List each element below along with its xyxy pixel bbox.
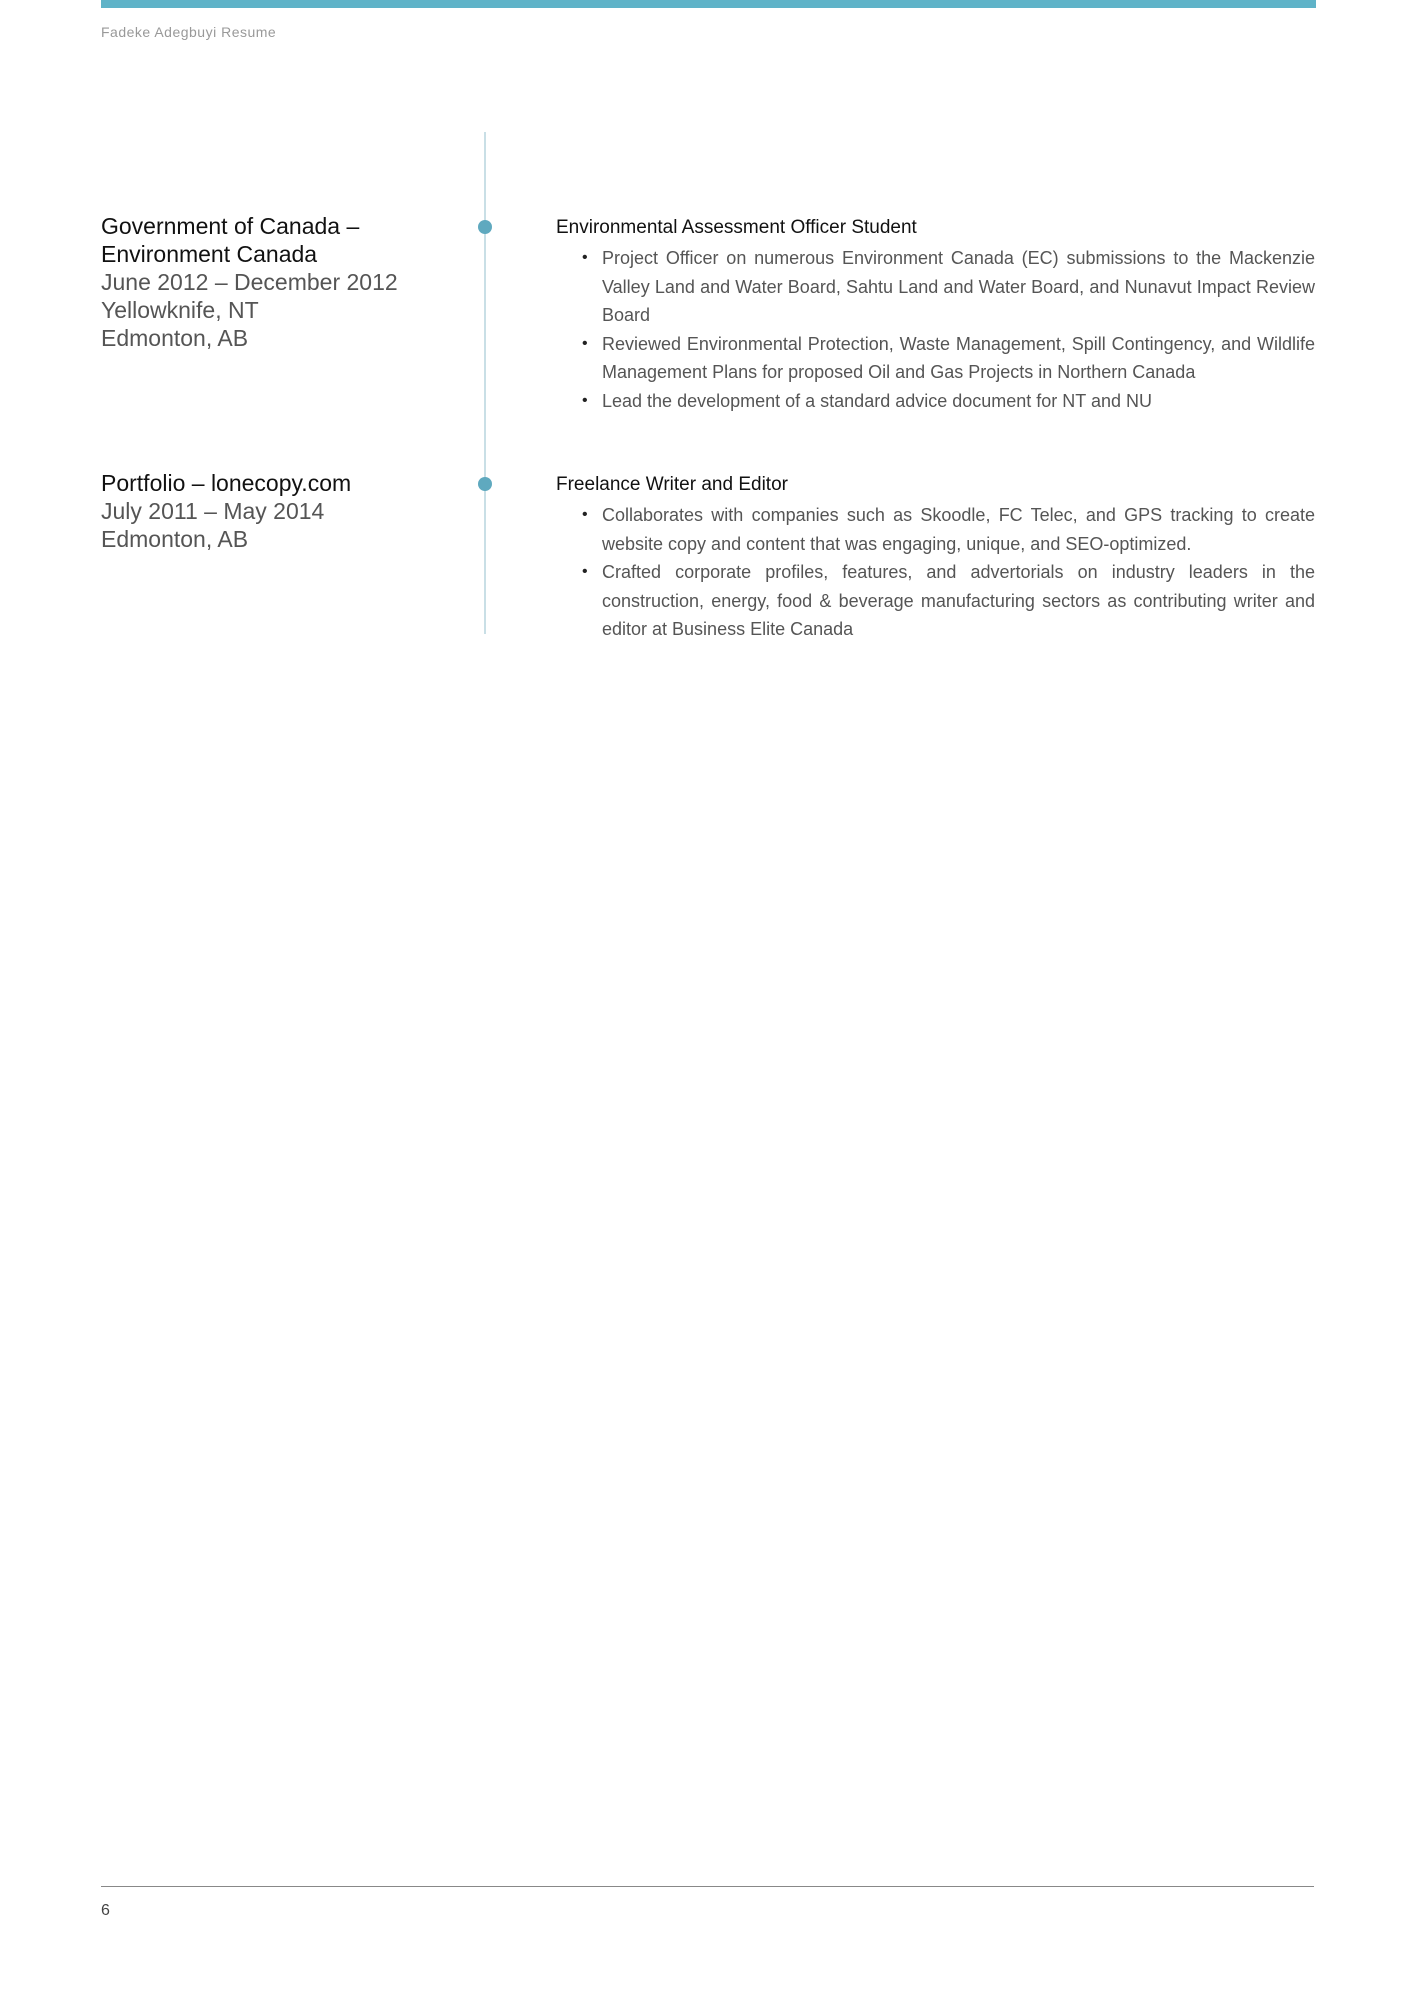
list-item: • Reviewed Environmental Protection, Waste Management, Spill Contingency, and Wildlife Management Plans for proposed Oil and Gas Projects in Northern Canada <box>602 330 1315 387</box>
entry-org-block <box>101 469 461 553</box>
timeline-dot <box>478 477 492 491</box>
entry-details-block <box>556 472 1315 644</box>
entry-location: Yellowknife, NT <box>101 297 259 323</box>
footer-rule <box>101 1886 1314 1887</box>
organization-name: Government of Canada – <box>101 213 360 239</box>
entry-dates: July 2011 – May 2014 <box>101 498 325 524</box>
entry-dates: June 2012 – December 2012 <box>101 269 398 295</box>
job-title: Environmental Assessment Officer Student <box>556 217 917 238</box>
list-item: • Lead the development of a standard advice document for NT and NU <box>602 387 1315 416</box>
timeline-line <box>484 132 486 634</box>
organization-name: Portfolio – lonecopy.com <box>101 470 352 496</box>
timeline-dot <box>478 220 492 234</box>
responsibility-list <box>556 501 1315 644</box>
entry-location: Edmonton, AB <box>101 325 249 351</box>
responsibility-list <box>556 244 1315 415</box>
top-accent-rule <box>101 0 1316 8</box>
document-header: Fadeke Adegbuyi Resume <box>101 24 277 40</box>
page-number: 6 <box>101 1902 110 1919</box>
list-item: • Collaborates with companies such as Skoodle, FC Telec, and GPS tracking to create website copy and content that was engaging, unique, and SEO-optimized. <box>602 501 1315 558</box>
list-item: • Crafted corporate profiles, features, and advertorials on industry leaders in the construction, energy, food & beverage manufacturing sectors as contributing writer and editor at Business Elite Canada <box>602 558 1315 644</box>
entry-details-block <box>556 215 1315 415</box>
organization-name: Environment Canada <box>101 241 318 267</box>
entry-location: Edmonton, AB <box>101 526 249 552</box>
entry-org-block <box>101 212 461 352</box>
list-item: • Project Officer on numerous Environment Canada (EC) submissions to the Mackenzie Valley Land and Water Board, Sahtu Land and Water Board, and Nunavut Impact Review Board <box>602 244 1315 330</box>
job-title: Freelance Writer and Editor <box>556 474 788 495</box>
